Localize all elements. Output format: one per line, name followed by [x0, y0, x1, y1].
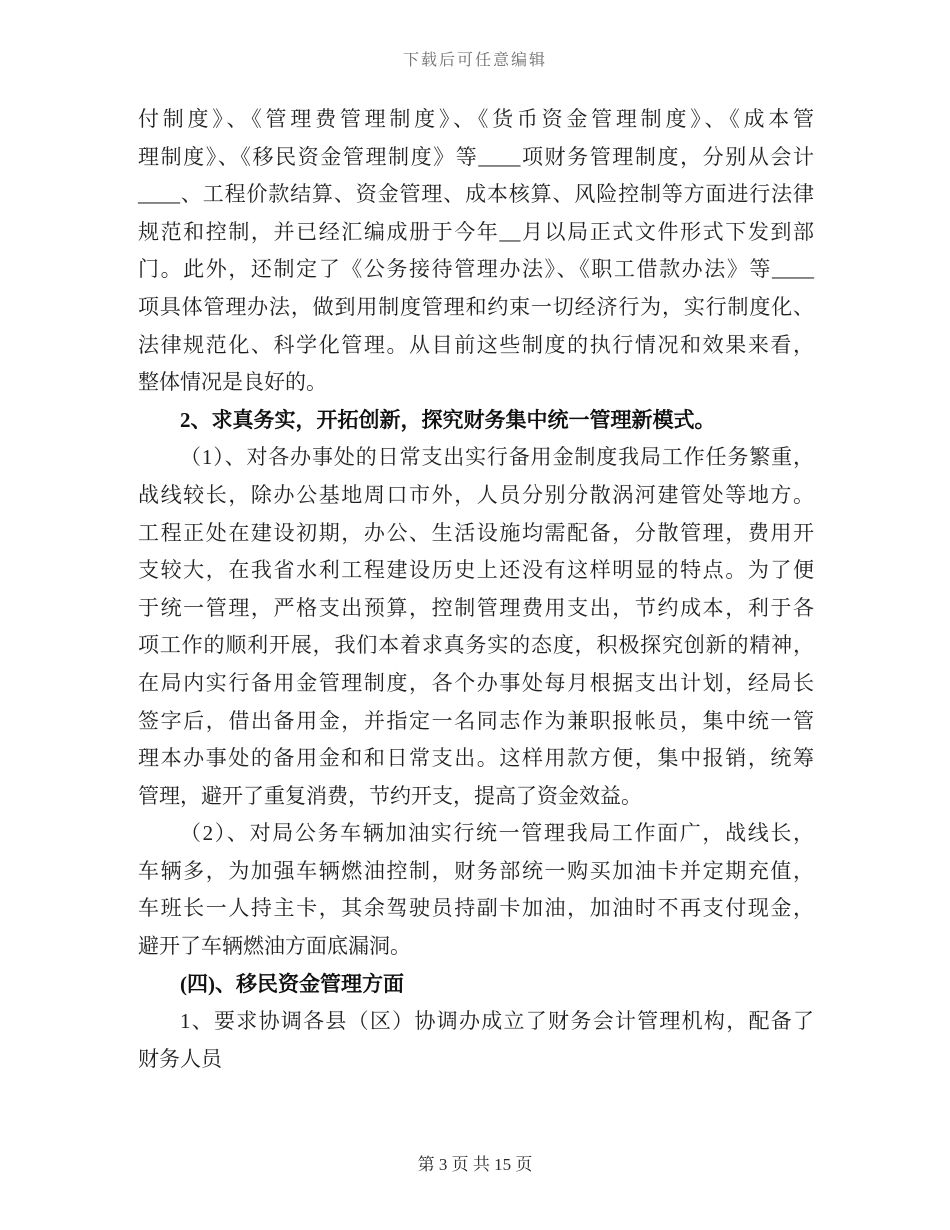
text-line: 工程正处在建设初期，办公、生活设施均需配备，分散管理，费用开	[138, 520, 814, 545]
text-line: 战线较长，除办公基地周口市外，人员分别分散涡河建管处等地方。	[138, 482, 814, 507]
section-heading: 2、求真务实，开拓创新，探究财务集中统一管理新模式。	[180, 407, 716, 432]
text-line: 车辆多，为加强车辆燃油控制，财务部统一购买加油卡并定期充值，	[138, 858, 814, 883]
text-line: 整体情况是良好的。	[138, 370, 327, 395]
text-line: 支较大，在我省水利工程建设历史上还没有这样明显的特点。为了便	[138, 558, 814, 583]
text-line: 项工作的顺利开展，我们本着求真务实的态度，积极探究创新的精神，	[138, 633, 814, 658]
text-line: 车班长一人持主卡，其余驾驶员持副卡加油，加油时不再支付现金，	[138, 896, 814, 921]
text-line: 管理，避开了重复消费，节约开支，提高了资金效益。	[138, 783, 642, 808]
header-note: 下载后可任意编辑	[402, 52, 547, 69]
section-heading: (四)、移民资金管理方面	[180, 971, 404, 996]
text-line: 付制度》、《管理费管理制度》、《货币资金管理制度》、《成本管	[138, 107, 814, 131]
text-line: 财务人员	[138, 1046, 222, 1071]
text-line: 理制度》、《移民资金管理制度》等____项财务管理制度，分别从会计	[138, 144, 814, 169]
text-line: 签字后，借出备用金，并指定一名同志作为兼职报帐员，集中统一管	[138, 708, 814, 733]
text-line: 规范和控制，并已经汇编成册于今年__月以局正式文件形式下发到部	[138, 219, 814, 244]
text-line: ____、工程价款结算、资金管理、成本核算、风险控制等方面进行法律	[138, 182, 814, 207]
text-line: 理本办事处的备用金和和日常支出。这样用款方便，集中报销，统筹	[138, 746, 814, 771]
text-line: 在局内实行备用金管理制度，各个办事处每月根据支出计划，经局长	[138, 670, 814, 695]
document-body[interactable]	[138, 101, 814, 1078]
text-line: 法律规范化、科学化管理。从目前这些制度的执行情况和效果来看，	[138, 332, 814, 357]
text-line: 于统一管理，严格支出预算，控制管理费用支出，节约成本，利于各	[138, 595, 814, 620]
text-line: （1）、对各办事处的日常支出实行备用金制度我局工作任务繁重，	[180, 445, 814, 470]
text-line: （2）、对局公务车辆加油实行统一管理我局工作面广，战线长，	[180, 821, 814, 846]
text-line: 1、要求协调各县（区）协调办成立了财务会计管理机构，配备了	[180, 1009, 814, 1034]
text-line: 避开了车辆燃油方面底漏洞。	[138, 934, 411, 959]
text-line: 项具体管理办法，做到用制度管理和约束一切经济行为，实行制度化、	[138, 294, 814, 319]
text-line: 门。此外，还制定了《公务接待管理办法》、《职工借款办法》等____	[138, 257, 814, 282]
page-number: 第 3 页 共 15 页	[417, 1155, 533, 1174]
